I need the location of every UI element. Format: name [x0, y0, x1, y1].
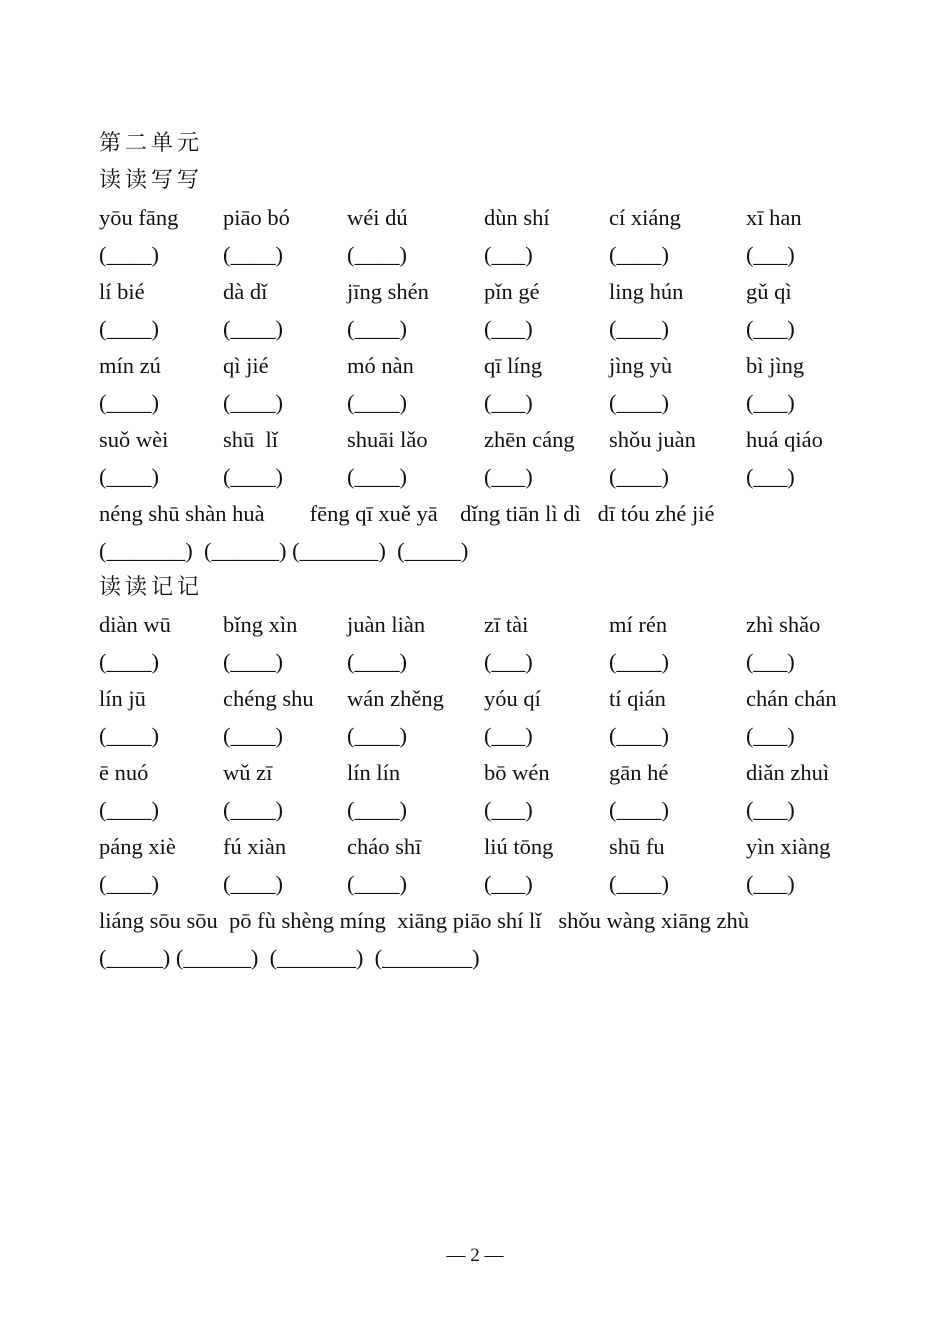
answer-blank[interactable]: (___) [746, 316, 795, 341]
pinyin-word: wéi dú [347, 205, 408, 230]
pinyin-word: piāo bó [223, 205, 290, 230]
pinyin-word: liú tōng [484, 834, 554, 859]
answer-blank[interactable]: (____) [223, 649, 283, 674]
answer-blank[interactable]: (____) [223, 797, 283, 822]
pinyin-row [99, 273, 899, 310]
pinyin-row [99, 421, 899, 458]
pinyin-word: shū fu [609, 834, 665, 859]
pinyin-word: diàn wū [99, 612, 171, 637]
answer-blank[interactable]: (___) [484, 871, 533, 896]
pinyin-word: bì jìng [746, 353, 805, 378]
pinyin-word: xī han [746, 205, 802, 230]
unit-title: 第二单元 [99, 131, 204, 156]
answer-blank[interactable]: (____) [347, 723, 407, 748]
answer-blank[interactable]: (____) [347, 390, 407, 415]
pinyin-row [99, 754, 899, 791]
answer-blank[interactable]: (____) [609, 871, 669, 896]
pinyin-row [99, 680, 899, 717]
pinyin-word: bǐng xìn [223, 612, 298, 637]
answer-blank[interactable]: (___) [484, 649, 533, 674]
answer-blank-row [99, 310, 899, 347]
answer-blank[interactable]: (___) [746, 871, 795, 896]
pinyin-word: shuāi lǎo [347, 427, 428, 452]
pinyin-word: bō wén [484, 760, 550, 785]
pinyin-row [99, 347, 899, 384]
pinyin-word: tí qián [609, 686, 666, 711]
answer-blank[interactable]: (____) [99, 316, 159, 341]
pinyin-word: yōu fāng [99, 205, 179, 230]
answer-blank[interactable]: (____) [223, 316, 283, 341]
answer-blank[interactable]: (____) [347, 649, 407, 674]
pinyin-row [99, 606, 899, 643]
phrase-pinyin-line: néng shū shàn huà fēng qī xuě yā dǐng tiān lì dì dī tóu zhé jié [99, 501, 715, 526]
answer-blank-row [99, 717, 899, 754]
pinyin-word: wán zhěng [347, 686, 444, 711]
phrase-blank-line: (_____) (______) (_______) (________) [99, 945, 480, 970]
answer-blank[interactable]: (____) [347, 797, 407, 822]
answer-blank[interactable]: (____) [347, 464, 407, 489]
answer-blank[interactable]: (____) [609, 242, 669, 267]
pinyin-word: pǐn gé [484, 279, 540, 304]
pinyin-word: juàn liàn [347, 612, 426, 637]
pinyin-word: shǒu juàn [609, 427, 696, 452]
answer-blank[interactable]: (____) [223, 723, 283, 748]
answer-blank[interactable]: (____) [99, 390, 159, 415]
answer-blank[interactable]: (____) [609, 316, 669, 341]
answer-blank[interactable]: (___) [484, 316, 533, 341]
answer-blank[interactable]: (____) [609, 464, 669, 489]
pinyin-row [99, 828, 899, 865]
pinyin-word: chéng shu [223, 686, 314, 711]
phrase-pinyin-line: liáng sōu sōu pō fù shèng míng xiāng piāo shí lǐ shǒu wàng xiāng zhù [99, 908, 749, 933]
pinyin-word: zhēn cáng [484, 427, 575, 452]
answer-blank[interactable]: (____) [609, 390, 669, 415]
pinyin-word: dùn shí [484, 205, 550, 230]
section-read-write-rows [99, 199, 899, 495]
answer-blank[interactable]: (____) [347, 242, 407, 267]
pinyin-word: wǔ zī [223, 760, 273, 785]
pinyin-word: yóu qí [484, 686, 541, 711]
answer-blank[interactable]: (____) [347, 871, 407, 896]
pinyin-word: zī tài [484, 612, 529, 637]
pinyin-word: diǎn zhuì [746, 760, 830, 785]
pinyin-word: jīng shén [347, 279, 429, 304]
pinyin-word: chán chán [746, 686, 837, 711]
pinyin-word: shū lǐ [223, 427, 279, 452]
pinyin-word: mín zú [99, 353, 161, 378]
answer-blank[interactable]: (___) [484, 390, 533, 415]
pinyin-word: lín lín [347, 760, 401, 785]
pinyin-word: mí rén [609, 612, 668, 637]
pinyin-word: lí bié [99, 279, 145, 304]
pinyin-word: dà dǐ [223, 279, 268, 304]
answer-blank[interactable]: (____) [609, 797, 669, 822]
pinyin-word: mó nàn [347, 353, 414, 378]
answer-blank-row [99, 791, 899, 828]
pinyin-word: páng xiè [99, 834, 176, 859]
pinyin-word: cí xiáng [609, 205, 681, 230]
worksheet-content [99, 125, 899, 976]
answer-blank[interactable]: (____) [223, 242, 283, 267]
answer-blank[interactable]: (____) [609, 649, 669, 674]
answer-blank[interactable]: (____) [99, 723, 159, 748]
pinyin-word: qī líng [484, 353, 543, 378]
pinyin-word: qì jié [223, 353, 269, 378]
answer-blank[interactable]: (___) [746, 390, 795, 415]
section-read-remember-rows [99, 606, 899, 902]
answer-blank[interactable]: (___) [484, 464, 533, 489]
answer-blank[interactable]: (___) [746, 464, 795, 489]
answer-blank-row [99, 458, 899, 495]
pinyin-word: cháo shī [347, 834, 422, 859]
pinyin-row [99, 199, 899, 236]
answer-blank[interactable]: (___) [746, 649, 795, 674]
answer-blank[interactable]: (___) [484, 797, 533, 822]
answer-blank-row [99, 643, 899, 680]
answer-blank[interactable]: (___) [746, 723, 795, 748]
answer-blank[interactable]: (____) [347, 316, 407, 341]
phrase-blank-line: (_______) (______) (_______) (_____) [99, 538, 469, 563]
page-number: — 2 — [446, 1245, 504, 1266]
answer-blank[interactable]: (___) [484, 723, 533, 748]
pinyin-word: gān hé [609, 760, 669, 785]
answer-blank[interactable]: (___) [746, 242, 795, 267]
answer-blank[interactable]: (___) [484, 242, 533, 267]
pinyin-word: fú xiàn [223, 834, 287, 859]
answer-blank[interactable]: (____) [223, 871, 283, 896]
pinyin-word: gǔ qì [746, 279, 792, 304]
pinyin-word: lín jū [99, 686, 146, 711]
answer-blank[interactable]: (____) [99, 464, 159, 489]
answer-blank[interactable]: (____) [99, 871, 159, 896]
answer-blank-row [99, 236, 899, 273]
answer-blank[interactable]: (____) [99, 242, 159, 267]
pinyin-word: huá qiáo [746, 427, 823, 452]
pinyin-word: suǒ wèi [99, 427, 169, 452]
answer-blank[interactable]: (____) [99, 649, 159, 674]
pinyin-word: jìng yù [609, 353, 673, 378]
pinyin-word: ling hún [609, 279, 684, 304]
answer-blank[interactable]: (___) [746, 797, 795, 822]
answer-blank[interactable]: (____) [99, 797, 159, 822]
answer-blank-row [99, 865, 899, 902]
answer-blank-row [99, 384, 899, 421]
answer-blank[interactable]: (____) [223, 390, 283, 415]
section-title-read-remember: 读读记记 [99, 575, 204, 600]
pinyin-word: ē nuó [99, 760, 149, 785]
section-title-read-write: 读读写写 [99, 168, 204, 193]
answer-blank[interactable]: (____) [609, 723, 669, 748]
pinyin-word: zhì shǎo [746, 612, 821, 637]
pinyin-word: yìn xiàng [746, 834, 831, 859]
answer-blank[interactable]: (____) [223, 464, 283, 489]
